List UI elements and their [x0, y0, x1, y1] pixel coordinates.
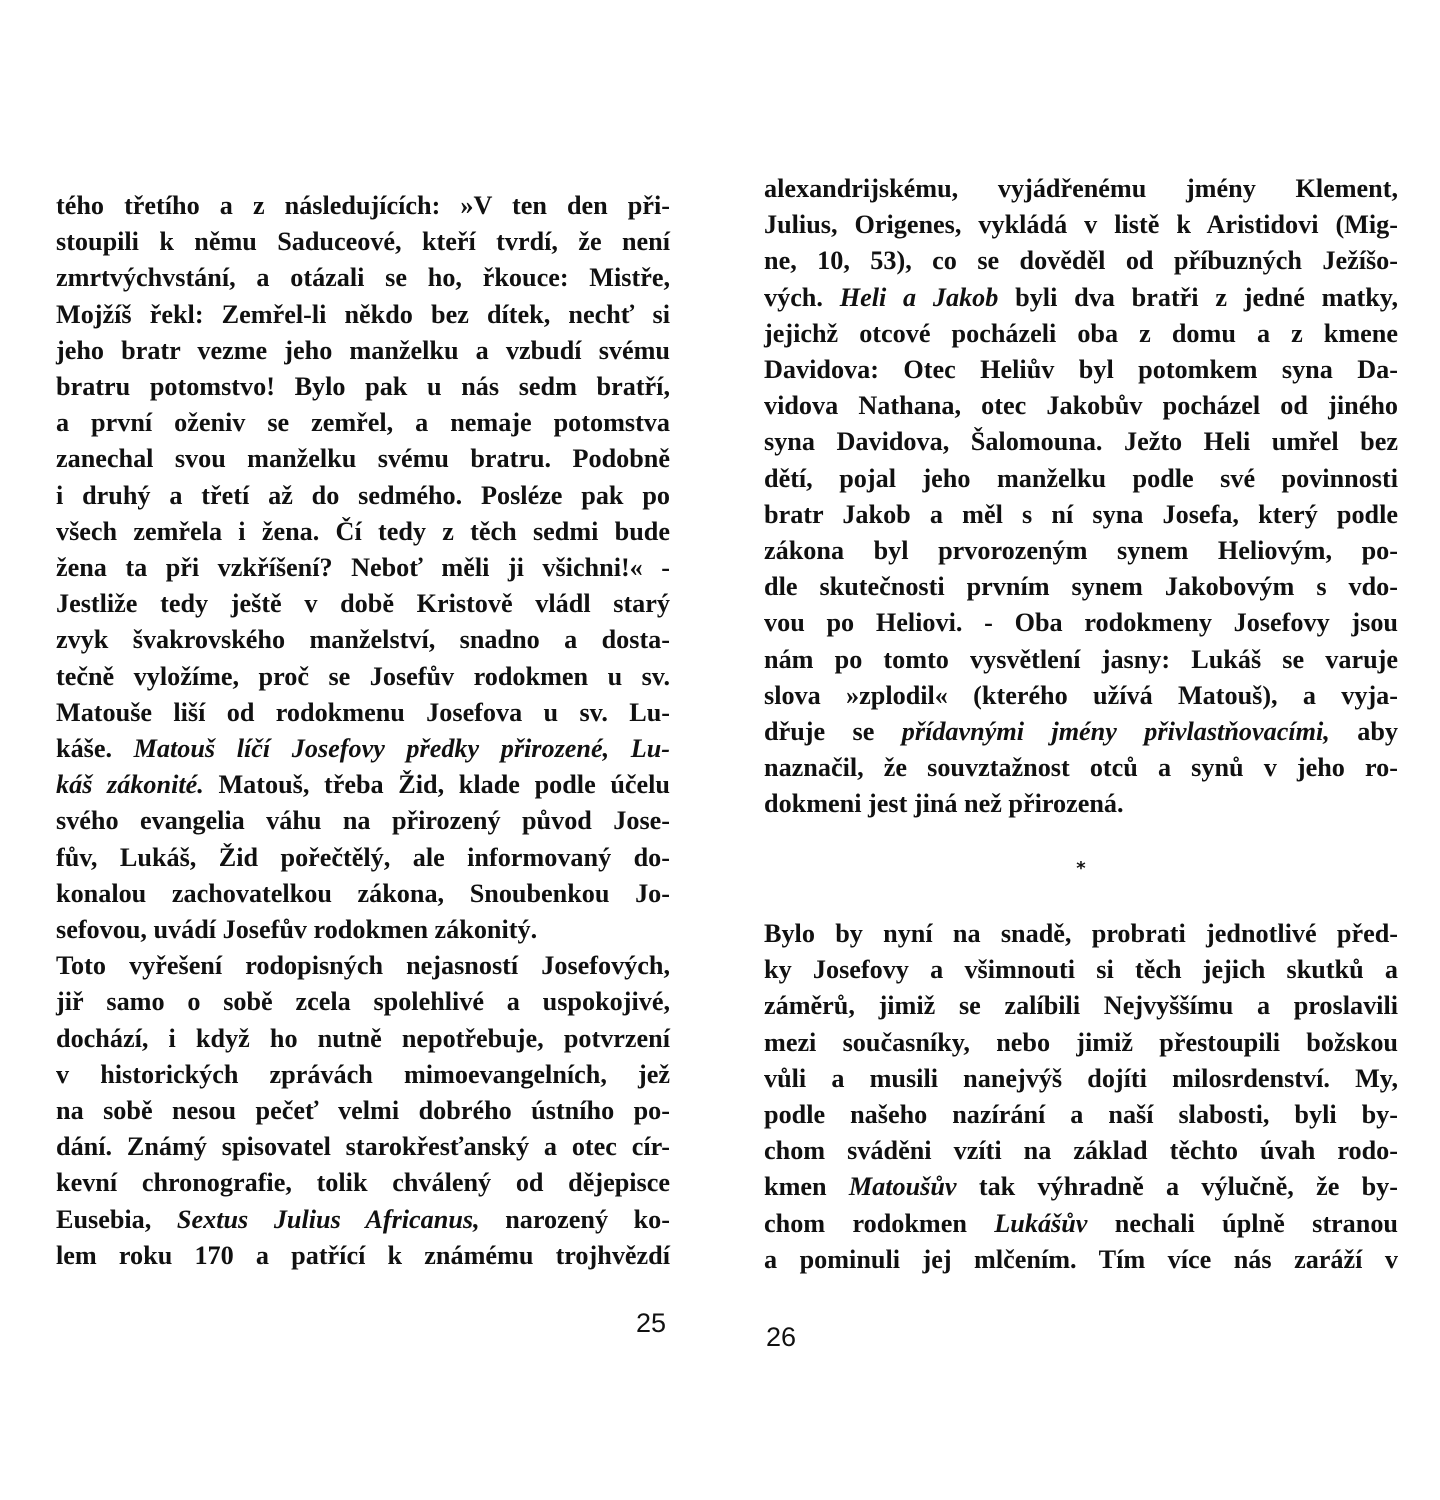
text-line: na sobě nesou pečeť velmi dobrého ústního po-: [56, 1096, 670, 1126]
italic-text-run: káš zákonité.: [56, 770, 204, 800]
text-line: nám po tomto vysvětlení jasny: Lukáš se varuje: [764, 644, 1398, 674]
text-line: tého třetího a z následujících: »V ten den při-: [56, 191, 670, 220]
italic-text-run: Heli a Jakob: [839, 282, 999, 312]
text-line: tečně vyložíme, proč se Josefův rodokmen u sv.: [56, 661, 670, 691]
text-line: Davidova: Otec Heliův byl potomkem syna Da-: [764, 355, 1398, 385]
text-line: slova »zplodil« (kterého užívá Matouš), a vyja-: [764, 680, 1398, 710]
text-line: fův, Lukáš, Žid pořečtělý, ale informovaný do-: [56, 842, 670, 872]
text-run: Matouš, třeba Žid, klade podle účelu: [203, 770, 670, 800]
text-line: lem roku 170 a patřící k známému trojhvězdí: [56, 1240, 670, 1270]
text-line: chom sváděni vzíti na základ těchto úvah rodo-: [764, 1136, 1398, 1166]
text-line-mixed: [764, 280, 1398, 316]
text-line: Mojžíš řekl: Zemřel-li někdo bez dítek, nechť si: [56, 299, 670, 329]
right-page-text: [764, 171, 1398, 823]
italic-text-run: Sextus Julius Africanus,: [176, 1204, 480, 1234]
left-page-text: [56, 188, 670, 1274]
text-run: aby: [1329, 717, 1398, 747]
text-line-mixed: [764, 1206, 1398, 1242]
page-number: 25: [636, 1308, 667, 1338]
text-line: všech zemřela i žena. Čí tedy z těch sedmi bude: [56, 516, 670, 546]
text-line: alexandrijskému, vyjádřenému jmény Klement,: [764, 174, 1398, 203]
text-line: zanechal svou manželku svému bratru. Podobně: [56, 444, 670, 474]
paragraph-end-line: sefovou, uvádí Josefův rodokmen zákonitý.: [56, 915, 538, 945]
text-line: zvyk švakrovského manželství, snadno a dosta-: [56, 625, 670, 655]
text-line: a první oženiv se zemřel, a nemaje potomstva: [56, 408, 670, 438]
text-line-mixed: [56, 767, 670, 803]
text-line: zmrtvýchvstání, a otázali se ho, řkouce: Mistře,: [56, 263, 670, 293]
text-line: Julius, Origenes, vykládá v listě k Aristidovi (Mig-: [764, 210, 1398, 240]
text-run: byli dva bratři z jedné matky,: [998, 282, 1399, 312]
italic-text-run: Matouš líčí Josefovy předky přirozené, Lu-: [133, 734, 670, 764]
text-line: ky Josefovy a všimnouti si těch jejich skutků a: [764, 955, 1398, 985]
text-line-mixed: [764, 714, 1398, 750]
text-line: Toto vyřešení rodopisných nejasností Josefových,: [56, 951, 670, 981]
text-line: kevní chronografie, tolik chválený od dějepisce: [56, 1168, 670, 1198]
text-line: vou po Heliovi. - Oba rodokmeny Josefovy jsou: [764, 608, 1398, 638]
italic-text-run: přídavnými jmény přivlastňovacími,: [901, 717, 1330, 747]
text-line: vůli a musili nanejvýš dojíti milosrdenství. My,: [764, 1063, 1398, 1093]
text-line: jeho bratr vezme jeho manželku a vzbudí svému: [56, 335, 670, 365]
text-line: bratr Jakob a měl s ní syna Josefa, který podle: [764, 499, 1398, 529]
text-line: ne, 10, 53), co se dověděl od příbuzných Ježíšo-: [764, 246, 1398, 276]
text-line: zákona byl prvorozeným synem Heliovým, po-: [764, 536, 1398, 566]
text-line: dle skutečnosti prvním synem Jakobovým s vdo-: [764, 572, 1398, 602]
text-line: i druhý a třetí až do sedmého. Posléze pak po: [56, 480, 670, 510]
text-line: v historických zprávách mimoevangelních, jež: [56, 1059, 670, 1089]
text-run: vých.: [764, 282, 840, 312]
text-line-mixed: [56, 1202, 670, 1238]
text-run: chom rodokmen: [764, 1208, 995, 1238]
text-line: dání. Známý spisovatel starokřesťanský a otec cír-: [56, 1132, 670, 1162]
text-line: bratru potomstvo! Bylo pak u nás sedm bratří,: [56, 372, 670, 402]
text-run: káše.: [56, 734, 134, 764]
text-line: stoupili k němu Saduceové, kteří tvrdí, že není: [56, 227, 670, 257]
text-line: Matouše liší od rodokmenu Josefova u sv. Lu-: [56, 697, 670, 727]
text-line: konalou zachovatelkou zákona, Snoubenkou Jo-: [56, 878, 670, 908]
text-line: mezi současníky, nebo jimiž přestoupili božskou: [764, 1027, 1398, 1057]
section-separator: *: [1076, 858, 1086, 879]
text-run: kmen: [764, 1172, 849, 1202]
text-line: jiř samo o sobě zcela spolehlivé a uspokojivé,: [56, 987, 670, 1017]
page-number: 26: [766, 1322, 797, 1352]
right-page-text-section-2: [764, 916, 1398, 1278]
text-line: svého evangelia váhu na přirozený původ Jose-: [56, 806, 670, 836]
text-line: záměrů, jimiž se zalíbili Nejvyššímu a proslavili: [764, 991, 1398, 1021]
text-line-mixed: [56, 731, 670, 767]
text-run: nechali úplně stranou: [1087, 1208, 1398, 1238]
text-run: Eusebia,: [56, 1204, 177, 1234]
text-line: Jestliže tedy ještě v době Kristově vládl starý: [56, 589, 670, 619]
text-line: dětí, pojal jeho manželku podle své povinnosti: [764, 463, 1398, 493]
text-run: tak výhradně a výlučně, že by-: [956, 1172, 1398, 1202]
text-run: dřuje se: [764, 717, 902, 747]
text-line: naznačil, že souvztažnost otců a synů v jeho ro-: [764, 753, 1398, 783]
text-line: podle našeho nazírání a naší slabosti, byli by-: [764, 1100, 1398, 1130]
text-line: jejichž otcové pocházeli oba z domu a z kmene: [764, 318, 1398, 348]
text-line: žena ta při vzkříšení? Neboť měli ji všichni!« -: [56, 553, 670, 583]
italic-text-run: Matoušův: [848, 1172, 957, 1202]
text-line: vidova Nathana, otec Jakobův pocházel od jiného: [764, 391, 1398, 421]
text-line: a pominuli jej mlčením. Tím více nás zaráží v: [764, 1244, 1398, 1274]
text-line-mixed: [764, 1169, 1398, 1205]
italic-text-run: Lukášův: [994, 1208, 1088, 1238]
text-run: narozený ko-: [479, 1204, 671, 1234]
text-line: syna Davidova, Šalomouna. Ježto Heli umřel bez: [764, 427, 1398, 457]
text-line: dochází, i když ho nutně nepotřebuje, potvrzení: [56, 1023, 670, 1053]
text-line: Bylo by nyní na snadě, probrati jednotlivé před-: [764, 919, 1398, 948]
paragraph-end-line: dokmeni jest jiná než přirozená.: [764, 789, 1124, 819]
